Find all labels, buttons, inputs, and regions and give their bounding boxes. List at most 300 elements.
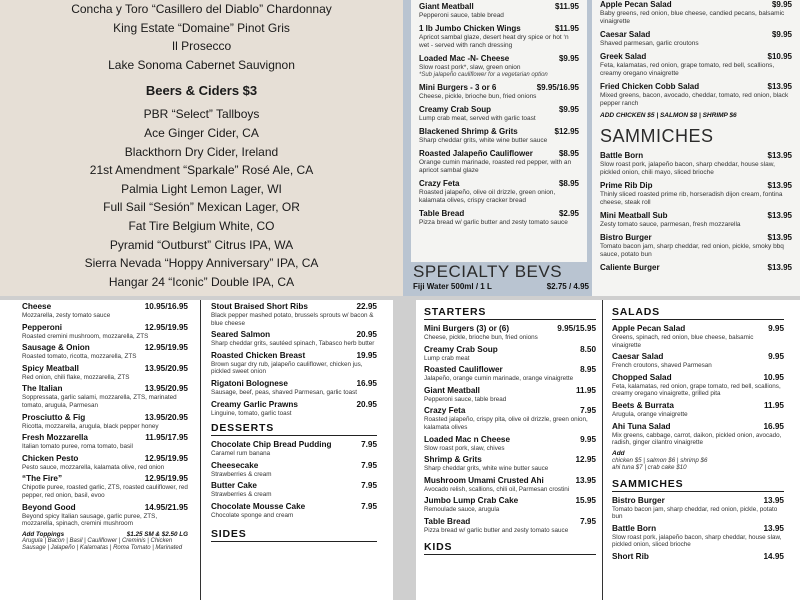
- menu-item-name: Giant Meatball: [419, 2, 474, 11]
- food-menu-photo: [0, 300, 403, 600]
- menu-item: [419, 209, 579, 227]
- menu-item-price: $13.95: [767, 82, 792, 91]
- menu-item-description: Lump crab meat, served with garlic toast: [419, 115, 536, 122]
- menu-item-row: [22, 343, 188, 353]
- blue-salad-items: [600, 0, 792, 108]
- menu-item-description: Black pepper mashed potato, brussels sprouts w/ bacon & blue cheese: [211, 312, 374, 327]
- menu-item-name: Caesar Salad: [600, 30, 651, 39]
- menu-item-name: Battle Born: [600, 151, 644, 160]
- menu-item-row: [419, 179, 579, 189]
- menu-item: [612, 552, 784, 562]
- menu-item-row: [211, 440, 377, 450]
- wine-item: Lake Sonoma Cabernet Sauvignon: [108, 57, 295, 72]
- menu-item: [600, 82, 792, 108]
- menu-item-price: 13.95/20.95: [144, 384, 188, 394]
- menu-item-row: [424, 345, 596, 355]
- menu-item: [419, 2, 579, 20]
- menu-item: [211, 302, 377, 327]
- menu-item-name: Roasted Jalapeño Cauliflower: [419, 149, 533, 158]
- menu-item-description: Sausage, beef, peas, shaved Parmesan, garlic toast: [211, 388, 357, 396]
- menu-item-description: Shaved parmesan, garlic croutons: [600, 40, 699, 47]
- menu-item-price: $11.95: [554, 24, 579, 33]
- menu-item-description: Jalapeño, orange cumin marinade, orange vinaigrette: [424, 375, 574, 383]
- menu-item-description: Mixed greens, bacon, avocado, cheddar, tomato, red onion, black pepper ranch: [600, 92, 789, 107]
- menu-item-description: Caramel rum banana: [211, 450, 271, 458]
- menu-item-row: [424, 386, 596, 396]
- pizza-column: [22, 300, 188, 552]
- beer-list: [0, 105, 403, 291]
- sides-title: SIDES: [211, 528, 377, 542]
- add-line: ahi tuna $7 | crab cake $10: [612, 464, 687, 472]
- menu-item-name: Cheese: [22, 302, 52, 311]
- menu-item-row: [419, 105, 579, 115]
- menu-item: [600, 263, 792, 273]
- menu-item-description: Brown sugar dry rub, jalapeño cauliflower, chicken jus, pickled sweet onion: [211, 360, 363, 376]
- salad-items: [612, 324, 784, 447]
- menu-item: [600, 181, 792, 207]
- menu-item-description: Pesto sauce, mozzarella, kalamata olive, red onion: [22, 463, 165, 471]
- beer-item: Palmia Light Lemon Lager, WI: [121, 181, 282, 196]
- menu-item-price: $9.95/16.95: [536, 83, 579, 92]
- starters-title: STARTERS: [424, 306, 596, 320]
- menu-item-row: [211, 481, 377, 491]
- menu-item-description: Slow roast pork*, slaw, green onion: [419, 64, 521, 71]
- menu-item: [424, 406, 596, 431]
- menu-item-price: 10.95: [763, 372, 784, 382]
- menu-item: [600, 52, 792, 78]
- menu-item-name: Loaded Mac n Cheese: [424, 434, 510, 444]
- menu-item-row: [211, 502, 377, 512]
- menu-item-price: $13.95: [767, 233, 792, 242]
- menu-item-description: Sharp cheddar grits, white wine butter sauce: [419, 137, 548, 144]
- menu-item-row: [211, 400, 377, 410]
- menu-item-description: Avocado relish, scallions, chili oil, Parmesan crostini: [424, 485, 570, 493]
- menu-item-description: Greens, spinach, red onion, blue cheese, balsamic vinaigrette: [612, 334, 754, 349]
- menu-item-description: Beyond spicy Italian sausage, garlic puree, ZTS, mozzarella, spinach, cremini mushroom: [22, 512, 158, 528]
- menu-item-row: [22, 454, 188, 464]
- menu-item-description: Chocolate sponge and cream: [211, 511, 294, 519]
- beers-header: Beers & Ciders $3: [145, 83, 258, 99]
- menu-item-name: Table Bread: [419, 209, 465, 218]
- menu-item-description: Linguine, tomato, garlic toast: [211, 409, 292, 417]
- sammich-items: [612, 496, 784, 562]
- menu-item: [419, 105, 579, 123]
- menu-item-row: [22, 323, 188, 333]
- menu-item: [419, 149, 579, 175]
- sammiches-title: SAMMICHES: [612, 478, 784, 492]
- menu-item-price: 12.95/19.95: [144, 474, 188, 484]
- menu-item-row: [211, 461, 377, 471]
- menu-item-name: Caliente Burger: [600, 263, 660, 272]
- beer-item: Pyramid “Outburst” Citrus IPA, WA: [109, 237, 294, 252]
- beer-item: Fat Tire Belgium White, CO: [128, 218, 275, 233]
- menu-item-description: Pizza bread w/ garlic butter and zesty tomato sauce: [419, 219, 568, 226]
- menu-item-row: [600, 181, 792, 191]
- menu-item-row: [612, 401, 784, 411]
- menu-item-name: Mini Meatball Sub: [600, 211, 668, 220]
- menu-item-price: $2.95: [558, 209, 579, 218]
- beer-item: Blackthorn Dry Cider, Ireland: [124, 144, 279, 159]
- menu-item-price: $13.95: [767, 211, 792, 220]
- menu-item-name: Seared Salmon: [211, 330, 271, 340]
- blue-sammiches-items: [600, 151, 792, 273]
- menu-item-row: [424, 324, 596, 334]
- menu-item-price: $11.95: [554, 2, 579, 11]
- menu-item-price: 10.95/16.95: [144, 302, 188, 311]
- menu-item: [600, 151, 792, 177]
- menu-item-price: $9.95: [558, 105, 579, 114]
- menu-item-name: Spicy Meatball: [22, 363, 79, 373]
- salads-column: [612, 300, 784, 565]
- beer-item: 21st Amendment “Sparkale” Rosé Ale, CA: [89, 163, 314, 178]
- menu-item-row: [612, 373, 784, 383]
- menu-item-price: 7.95: [580, 516, 596, 526]
- menu-item-description: Red onion, chili flake, mozzarella, ZTS: [22, 373, 130, 381]
- menu-item-name: Roasted Chicken Breast: [211, 350, 306, 360]
- menu-item-description: Sharp cheddar grits, sautéed spinach, Tabasco herb butter: [211, 340, 375, 348]
- menu-item-row: [211, 351, 377, 361]
- wine-item: Il Prosecco: [171, 39, 232, 54]
- menu-item: [22, 474, 188, 499]
- menu-item-row: [419, 127, 579, 137]
- menu-item: [211, 461, 377, 479]
- menu-item: [211, 502, 377, 520]
- menu-item: [211, 330, 377, 348]
- menu-item-row: [600, 211, 792, 221]
- menu-item-row: [612, 552, 784, 562]
- menu-item-price: 12.95/19.95: [144, 322, 188, 332]
- menu-item-row: [600, 0, 792, 10]
- menu-item: [600, 211, 792, 229]
- menu-item: [419, 127, 579, 145]
- sammiches-title: SAMMICHES: [600, 126, 714, 146]
- menu-item-price: 11.95/17.95: [145, 433, 188, 443]
- menu-item-price: 13.95: [763, 523, 784, 533]
- wine-item: Concha y Toro “Casillero del Diablo” Chardonnay: [71, 2, 332, 16]
- menu-item-description: Ricotta, mozzarella, arugula, black pepper honey: [22, 422, 159, 430]
- menu-item-price: 20.95: [356, 330, 377, 340]
- menu-item: [424, 435, 596, 453]
- menu-item-note: *Sub jalapeño cauliflower for a vegetarian option: [419, 72, 548, 78]
- menu-item-description: Slow roast pork, slaw, chives: [424, 444, 505, 452]
- menu-item: [22, 364, 188, 382]
- menu-item-description: Cheese, pickle, brioche bun, fried onions: [424, 334, 538, 341]
- menu-item-row: [419, 83, 579, 93]
- menu-item-description: Cheese, pickle, brioche bun, fried onions: [419, 93, 537, 100]
- menu-item-description: Sharp cheddar grits, white wine butter sauce: [424, 465, 549, 473]
- menu-item-price: 13.95/20.95: [144, 363, 188, 373]
- menu-item-name: Pepperoni: [22, 322, 63, 332]
- menu-item-description: Remoulade sauce, arugula: [424, 506, 500, 514]
- menu-item-name: Mini Burgers - 3 or 6: [419, 83, 497, 92]
- menu-item-name: Fried Chicken Cobb Salad: [600, 82, 700, 91]
- menu-item-description: Soppressata, garlic salami, mozzarella, ZTS, marinated tomato, arugula, Parmesan: [22, 394, 177, 409]
- menu-item-name: Chopped Salad: [612, 372, 672, 382]
- menu-item-row: [600, 151, 792, 161]
- menu-item-name: Bistro Burger: [600, 233, 652, 242]
- menu-item: [612, 524, 784, 549]
- specialty-title: SPECIALTY BEVS: [413, 262, 563, 281]
- menu-item-name: Fresh Mozzarella: [22, 433, 88, 443]
- menu-item: [612, 401, 784, 419]
- menu-item-name: Creamy Garlic Prawns: [211, 399, 298, 409]
- menu-item-description: French croutons, shaved Parmesan: [612, 362, 712, 370]
- menu-item-price: 13.95/20.95: [144, 412, 188, 422]
- menu-item-name: Creamy Crab Soup: [424, 344, 498, 354]
- menu-item-name: Butter Cake: [211, 481, 257, 491]
- menu-item-description: Tomato bacon jam, sharp cheddar, red onion, pickle, smoky bbq sauce, potato bun: [600, 243, 784, 258]
- menu-item-description: Strawberries & cream: [211, 491, 272, 499]
- menu-item-description: Slow roast pork, jalapeño bacon, sharp cheddar, house slaw, pickled onion, sliced brioche: [612, 533, 782, 549]
- menu-item: [211, 481, 377, 499]
- menu-item: [419, 24, 579, 50]
- menu-item-description: Roasted cremini mushroom, mozzarella, ZTS: [22, 332, 149, 340]
- menu-item: [424, 365, 596, 383]
- starter-items: [424, 324, 596, 535]
- menu-item: [419, 83, 579, 101]
- menu-item-row: [22, 302, 188, 312]
- menu-item-row: [424, 517, 596, 527]
- specialty-item: [413, 282, 589, 291]
- menu-item-price: 7.95: [361, 460, 377, 470]
- menu-item-price: 7.95: [361, 440, 377, 450]
- menu-item-price: $10.95: [767, 52, 792, 61]
- menu-item-description: Zesty tomato sauce, parmesan, fresh mozzarella: [600, 221, 741, 228]
- specialty-item-name: Fiji Water 500ml / 1 L: [413, 282, 492, 291]
- main-items: [211, 302, 377, 417]
- menu-item-row: [600, 30, 792, 40]
- menu-item-price: $8.95: [558, 149, 579, 158]
- menu-item-name: Stout Braised Short Ribs: [211, 302, 308, 311]
- add-label: Add: [612, 449, 625, 457]
- beer-item: Full Sail “Sesión” Mexican Lager, OR: [103, 200, 300, 215]
- menu-item-row: [22, 433, 188, 443]
- desserts-title: DESSERTS: [211, 422, 377, 436]
- menu-item-name: Apple Pecan Salad: [600, 0, 672, 9]
- menu-item: [22, 433, 188, 451]
- menu-item: [22, 323, 188, 341]
- menu-item: [600, 30, 792, 48]
- menu-item-row: [22, 384, 188, 394]
- add-protein-block: [612, 450, 784, 472]
- wine-list: [0, 0, 403, 74]
- menu-item-row: [419, 24, 579, 34]
- menu-item-description: Roasted jalapeño, crispy pita, olive oil drizzle, green onion, kalamata olives: [424, 416, 588, 431]
- menu-item-row: [419, 149, 579, 159]
- menu-item-row: [612, 324, 784, 334]
- menu-item: [22, 413, 188, 431]
- menu-item-row: [600, 263, 792, 273]
- menu-item-row: [22, 364, 188, 374]
- beer-item: Ace Ginger Cider, CA: [144, 125, 259, 140]
- menu-item-name: Loaded Mac -N- Cheese: [419, 54, 510, 63]
- menu-item-row: [424, 496, 596, 506]
- menu-item-price: 20.95: [356, 399, 377, 409]
- menu-item-price: 14.95/21.95: [144, 502, 188, 512]
- menu-item-description: Feta, kalamatas, red onion, grape tomato, red bell, scallions, creamy oregano vinaigrette: [600, 62, 775, 77]
- specialty-bevs: [413, 262, 589, 291]
- mains-column: [211, 300, 377, 546]
- menu-item-price: 8.50: [580, 344, 596, 354]
- menu-item: [211, 379, 377, 397]
- pizza-items: [22, 302, 188, 528]
- menu-item-row: [419, 54, 579, 64]
- menu-item-price: 9.95: [768, 324, 784, 333]
- fun-bites-header: [0, 293, 403, 296]
- menu-item-name: Chocolate Chip Bread Pudding: [211, 440, 332, 450]
- blue-menu-photo: [403, 0, 800, 296]
- menu-item-row: [600, 82, 792, 92]
- menu-item-description: Pepperoni sauce, table bread: [424, 395, 507, 403]
- toppings-block: [22, 531, 188, 552]
- menu-item-row: [22, 503, 188, 513]
- menu-item-description: Tomato bacon jam, sharp cheddar, red onion, pickle, potato bun: [612, 505, 778, 521]
- menu-item-price: $13.95: [767, 263, 792, 272]
- menu-item: [22, 302, 188, 320]
- drinks-menu-photo: [0, 0, 403, 296]
- menu-item-price: $13.95: [767, 181, 792, 190]
- menu-item: [424, 496, 596, 514]
- menu-item-name: Shrimp & Grits: [424, 455, 482, 465]
- menu-item-row: [424, 435, 596, 445]
- menu-item-description: Arugula, orange vinaigrette: [612, 410, 688, 418]
- menu-item-name: Blackened Shrimp & Grits: [419, 127, 518, 136]
- menu-item-row: [211, 302, 377, 312]
- beer-item: Sierra Nevada “Hoppy Anniversary” IPA, CA: [84, 256, 319, 271]
- menu-item-name: Roasted Cauliflower: [424, 365, 503, 375]
- menu-item-description: Italian tomato puree, roma tomato, basil: [22, 443, 133, 451]
- menu-item-name: Cheesecake: [211, 460, 259, 470]
- menu-item-price: 15.95: [575, 496, 596, 506]
- menu-item-price: 14.95: [763, 551, 784, 561]
- menu-item-price: 7.95: [580, 406, 596, 416]
- menu-item-price: $9.95: [771, 30, 792, 39]
- starters-column: [424, 300, 596, 559]
- menu-item-name: Beyond Good: [22, 502, 76, 512]
- menu-item: [424, 324, 596, 342]
- menu-item-description: Roasted tomato, ricotta, mozzarella, ZTS: [22, 353, 137, 361]
- menu-item-price: 12.95/19.95: [144, 453, 188, 463]
- menu-item-name: Mini Burgers (3) or (6): [424, 324, 510, 333]
- menu-item-price: 9.95: [580, 434, 596, 444]
- menu-item-price: 12.95: [575, 455, 596, 465]
- menu-item-price: 16.95: [356, 378, 377, 388]
- menu-item: [419, 54, 579, 79]
- toppings-price: $1.25 SM & $2.50 LG: [126, 530, 188, 538]
- menu-item: [424, 345, 596, 363]
- menu-item-name: Giant Meatball: [424, 385, 480, 395]
- menu-item-row: [419, 209, 579, 219]
- menu-item: [211, 351, 377, 376]
- menu-item-name: 1 lb Jumbo Chicken Wings: [419, 24, 521, 33]
- menu-item-name: Creamy Crab Soup: [419, 105, 492, 114]
- menu-item-description: Chipotle puree, roasted garlic, ZTS, roasted cauliflower, red pepper, red onion, basil, evoo: [22, 484, 188, 499]
- beer-item: Hangar 24 “Iconic” Double IPA, CA: [108, 274, 295, 289]
- menu-item: [612, 373, 784, 398]
- blue-left-items: [419, 2, 579, 227]
- menu-item-name: Apple Pecan Salad: [612, 324, 686, 333]
- menu-item: [424, 517, 596, 535]
- menu-item-price: $9.95: [558, 54, 579, 63]
- menu-item-row: [22, 474, 188, 484]
- menu-item-name: The Italian: [22, 384, 63, 394]
- menu-item: [22, 503, 188, 528]
- starters-panel: [411, 0, 587, 262]
- menu-item-price: 16.95: [763, 421, 784, 431]
- menu-item-price: 19.95: [356, 350, 377, 360]
- menu-item-price: 7.95: [361, 481, 377, 491]
- menu-item-name: Mushroom Umami Crusted Ahi: [424, 475, 544, 485]
- wine-item: King Estate “Domaine” Pinot Gris: [113, 20, 290, 35]
- menu-item-name: Prime Rib Dip: [600, 181, 653, 190]
- menu-item-row: [22, 413, 188, 423]
- menu-item-name: Chicken Pesto: [22, 453, 79, 463]
- menu-item-row: [600, 233, 792, 243]
- menu-item-description: Mozzarella, zesty tomato sauce: [22, 312, 111, 319]
- menu-item-description: Feta, kalamatas, red onion, grape tomato, red bell, scallions, creamy oregano vinaigrette, grilled pita: [612, 382, 781, 398]
- menu-item-row: [612, 524, 784, 534]
- menu-item-description: Slow roast pork, jalapeño bacon, sharp cheddar, house slaw, pickled onion, chili mayo, sliced brioche: [600, 161, 775, 176]
- menu-item-price: 13.95: [575, 475, 596, 485]
- menu-item-row: [612, 352, 784, 362]
- menu-item: [211, 440, 377, 458]
- menu-item-price: 9.95/15.95: [557, 324, 596, 333]
- menu-item-row: [424, 455, 596, 465]
- menu-item: [419, 179, 579, 205]
- menu-item-name: Ahi Tuna Salad: [612, 421, 671, 431]
- menu-item-price: $9.95: [771, 0, 792, 9]
- menu-item-name: Greek Salad: [600, 52, 647, 61]
- menu-item-row: [419, 2, 579, 12]
- menu-item-name: Prosciutto & Fig: [22, 412, 86, 422]
- salads-sammiches-panel: [592, 0, 800, 296]
- menu-item-name: Jumbo Lump Crab Cake: [424, 496, 519, 506]
- salads-title: SALADS: [612, 306, 784, 320]
- menu-item: [612, 422, 784, 447]
- menu-item-description: Mix greens, cabbage, carrot, daikon, pickled onion, avocado, radish, ginger cilantro vinaigrette: [612, 431, 782, 447]
- toppings-list: Arugula | Bacon | Basil | Cauliflower | Creminis | Chicken Sausage | Jalapeño | Kalamatas | Roma Tomato | Marinated: [22, 537, 183, 551]
- menu-item-description: Thinly sliced roasted prime rib, horseradish dijon cream, fontina cheese, steak roll: [600, 191, 783, 206]
- menu-item-row: [424, 476, 596, 486]
- beer-item: PBR “Select” Tallboys: [143, 107, 260, 122]
- column-divider: [200, 300, 201, 600]
- menu-item-row: [211, 379, 377, 389]
- menu-item: [424, 455, 596, 473]
- menu-item: [600, 233, 792, 259]
- menu-item: [211, 400, 377, 418]
- menu-item-name: Crazy Feta: [424, 406, 466, 416]
- tile-gap: [393, 300, 403, 600]
- menu-item-row: [424, 406, 596, 416]
- kids-title: KIDS: [424, 541, 596, 555]
- dessert-items: [211, 440, 377, 519]
- specialty-item-price: $2.75 / 4.95: [546, 282, 589, 291]
- menu-item: [22, 454, 188, 472]
- menu-item-name: Chocolate Mousse Cake: [211, 501, 306, 511]
- add-line: chicken $5 | salmon $6 | shrimp $6: [612, 456, 708, 464]
- menu-item-row: [600, 52, 792, 62]
- menu-item-price: 13.95: [763, 495, 784, 505]
- menu-item-description: Pizza bread w/ garlic butter and zesty tomato sauce: [424, 526, 569, 534]
- menu-item: [424, 386, 596, 404]
- menu-item-price: 12.95/19.95: [144, 343, 188, 353]
- menu-item-price: $13.95: [767, 151, 792, 160]
- menu-item-name: Rigatoni Bolognese: [211, 378, 288, 388]
- add-protein-line: ADD CHICKEN $5 | SALMON $8 | SHRIMP $6: [600, 112, 737, 119]
- menu-item-name: Table Bread: [424, 516, 471, 526]
- menu-item: [612, 352, 784, 370]
- menu-item-price: 11.95: [575, 385, 596, 395]
